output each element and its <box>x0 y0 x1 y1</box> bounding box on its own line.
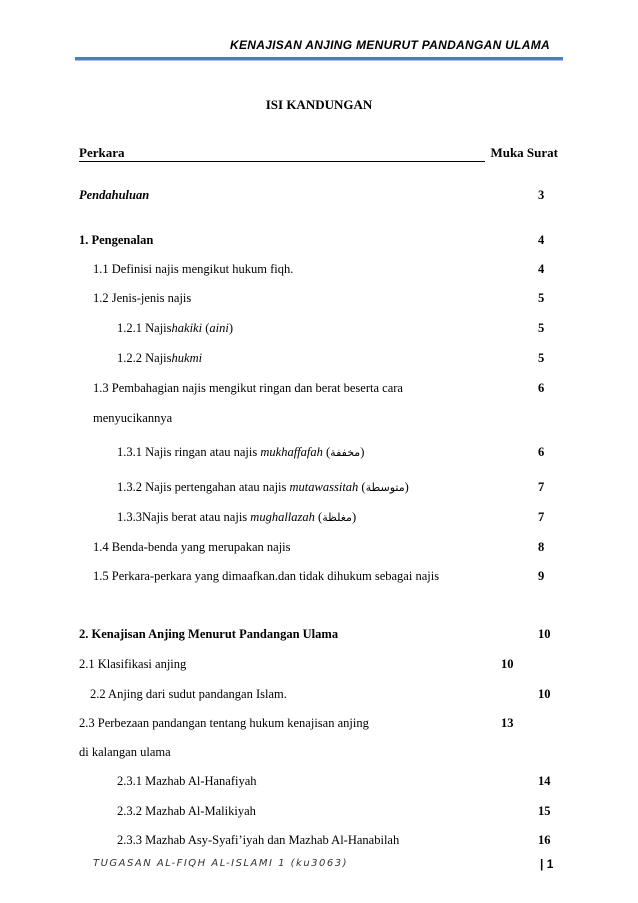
toc-entry: 1.2.1 Najishakiki (aini) <box>117 321 233 335</box>
footer-page-number: | 1 <box>540 857 554 871</box>
toc-page-number: 7 <box>538 510 545 524</box>
toc-entry: Pendahuluan <box>79 188 150 202</box>
toc-page-number: 7 <box>538 480 545 494</box>
toc-entry: 2.1 Klasifikasi anjing <box>79 657 187 671</box>
toc-heading: ISI KANDUNGAN <box>265 97 373 112</box>
toc-entry: 1.5 Perkara-perkara yang dimaafkan.dan tidak dihukum sebagai najis <box>93 569 440 583</box>
toc-page-number: 5 <box>538 351 545 365</box>
column-header-perkara: Perkara <box>79 145 125 160</box>
toc-page-number: 3 <box>538 188 545 202</box>
column-header-rule <box>79 161 485 162</box>
toc-page-number: 4 <box>538 262 545 276</box>
toc-page-number: 16 <box>538 833 551 847</box>
toc-entry: 1.2.2 Najishukmi <box>117 351 203 365</box>
toc-page-number: 5 <box>538 321 545 335</box>
toc-entry: 2.3.3 Mazhab Asy-Syafi’iyah dan Mazhab Al-Hanabilah <box>117 833 400 847</box>
toc-entry: 2. Kenajisan Anjing Menurut Pandangan Ulama <box>79 627 339 641</box>
toc-page-number: 10 <box>538 627 551 641</box>
toc-entry: 1.1 Definisi najis mengikut hukum fiqh. <box>93 262 294 276</box>
toc-page-number: 10 <box>538 687 551 701</box>
toc-entry: 2.3.1 Mazhab Al-Hanafiyah <box>117 774 257 788</box>
toc-entry: 1.2 Jenis-jenis najis <box>93 291 192 305</box>
toc-page-number: 6 <box>538 381 545 395</box>
header-rule <box>75 57 563 61</box>
toc-page-number: 8 <box>538 540 545 554</box>
running-header-title: KENAJISAN ANJING MENURUT PANDANGAN ULAMA <box>230 38 551 52</box>
toc-page-number: 5 <box>538 291 545 305</box>
toc-entry: 1.3.1 Najis ringan atau najis mukhaffafah (مخففة) <box>117 445 365 459</box>
toc-entry: 1.4 Benda-benda yang merupakan najis <box>93 540 291 554</box>
toc-entry: 2.2 Anjing dari sudut pandangan Islam. <box>90 687 287 701</box>
toc-page-number: 4 <box>538 233 545 247</box>
toc-entry: 2.3 Perbezaan pandangan tentang hukum kenajisan anjing <box>79 716 369 730</box>
toc-page-number: 9 <box>538 569 545 583</box>
toc-entry: 1. Pengenalan <box>79 233 154 247</box>
column-header-muka-surat: Muka Surat <box>490 145 558 160</box>
toc-entry-continuation: di kalangan ulama <box>79 745 171 759</box>
toc-page-number: 14 <box>538 774 551 788</box>
toc-page-number: 6 <box>538 445 545 459</box>
toc-page-number: 13 <box>501 716 514 730</box>
toc-entry: 2.3.2 Mazhab Al-Malikiyah <box>117 804 256 818</box>
toc-entry: 1.3 Pembahagian najis mengikut ringan dan berat beserta cara <box>93 381 403 395</box>
footer-course-label: TUGASAN AL-FIQH AL-ISLAMI 1 (ku3063) <box>93 858 349 869</box>
toc-page-number: 10 <box>501 657 514 671</box>
toc-entry: 1.3.2 Najis pertengahan atau najis mutawassitah (متوسطة) <box>117 480 409 494</box>
toc-page-number: 15 <box>538 804 551 818</box>
toc-entry-continuation: menyucikannya <box>93 411 173 425</box>
toc-entry: 1.3.3Najis berat atau najis mughallazah (مغلظة) <box>117 510 357 524</box>
